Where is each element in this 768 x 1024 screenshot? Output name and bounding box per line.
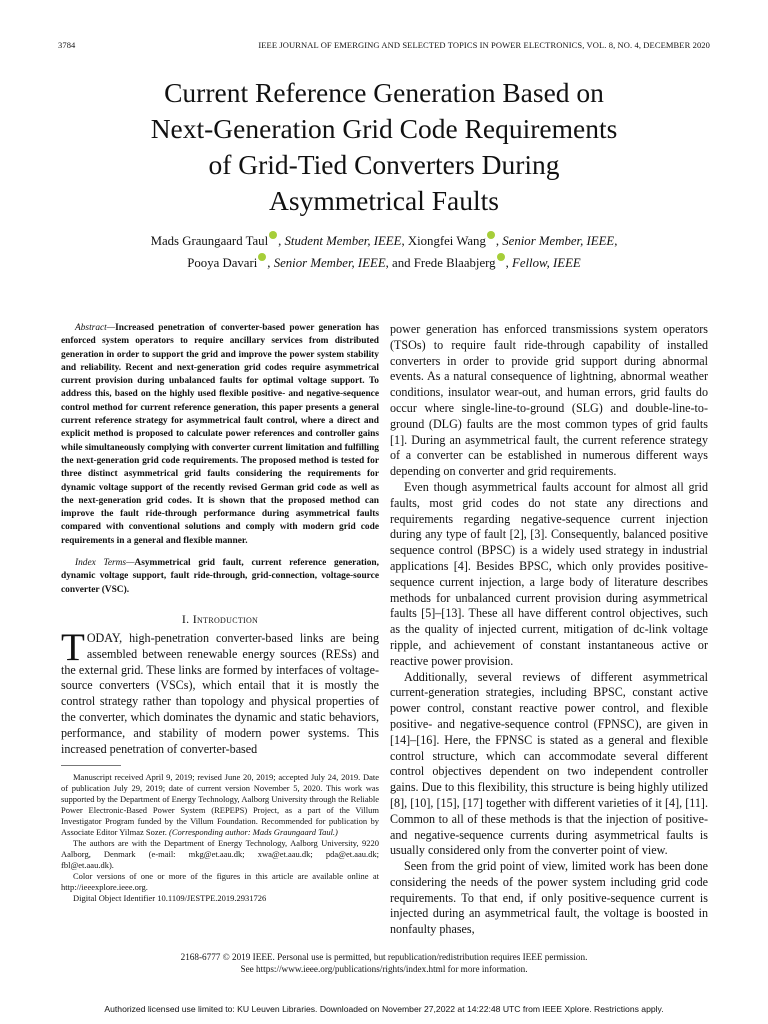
author-line-2: Pooya Davari , Senior Member, IEEE, and Frede Blaabjerg , Fellow, IEEE	[60, 252, 708, 274]
body-paragraph: Even though asymmetrical faults account for almost all grid faults, most grid codes do not state any directions and requirements regarding negative-sequence current injection during any type of fault [2], [3]. Consequently, balanced positive sequence control (BPSC) is a widely used strategy in industrial applications [4]. Besides BPSC, which only provides positive-sequence current injection, a large body of literature describes methods for unbalanced current provision during asymmetrical faults [5]–[13]. These all have different control objectives, such as the quality of injected current, mitigation of dc-link voltage ripple, and achievement of constant instantaneous active or reactive power provision.	[390, 479, 708, 668]
intro-text: ODAY, high-penetration converter-based links are being assembled between renewable energy sources (RESs) and the external grid. These links are formed by interfaces of voltage-source converters (VSCs), which entail that it is mostly the control strategy rather than topology and physical properties of the converter, which dominates the dynamic and static behaviors, performance, and stability of modern power systems. This increased penetration of converter-based	[61, 630, 379, 756]
orcid-icon[interactable]	[497, 253, 505, 261]
copyright-link-line: See https://www.ieee.org/publications/rights/index.html for more information.	[240, 964, 528, 974]
author-affiliation: Senior Member, IEEE	[273, 256, 386, 270]
body-paragraph: power generation has enforced transmissions system operators (TSOs) to require fault ride-through capability of installed converters in order to provide grid support during abnormal events. As a natural consequence of lightning, abnormal weather conditions, insulator wear-out, and human errors, grid faults do occur where single-line-to-ground (SLG) and double-line-to-ground (DLG) faults are the most common types of grid faults [1]. During an asymmetrical fault, the current reference strategy of a converter can be established in numerous different ways depending on converter and grid requirements.	[390, 322, 708, 479]
abstract	[61, 322, 379, 548]
footnote-authors: The authors are with the Department of Energy Technology, Aalborg University, 9220 Aalborg, Denmark (e-mail: mkg@et.aau.dk; xwa@et.aau.dk; pda@et.aau.dk; fbl@et.aau.dk).	[61, 838, 379, 871]
index-terms	[61, 557, 379, 597]
footnote-manuscript: Manuscript received April 9, 2019; revised June 20, 2019; accepted July 24, 2019. Date of publication July 29, 2019; date of current version November 5, 2020. This work was supported by the Department of Energy Technology, Aalborg University through the Reliable Power Electronic-Based Power System (REPEPS) Project, as a part of the Villum Investigator Program funded by the Villum Foundation. Recommended for publication by Associate Editor Yilmaz Sozer. (Corresponding author: Mads Graungaard Taul.)	[61, 772, 379, 838]
index-terms-lead: Index Terms—	[75, 558, 135, 569]
section-number: I.	[181, 611, 193, 626]
copyright-line: 2168-6777 © 2019 IEEE. Personal use is permitted, but republication/redistribution requires IEEE permission.	[180, 952, 588, 962]
copyright-notice	[60, 951, 708, 975]
left-column	[61, 322, 379, 904]
intro-paragraph	[61, 625, 379, 757]
footnote-doi: Digital Object Identifier 10.1109/JESTPE.2019.2931726	[73, 893, 267, 904]
orcid-icon[interactable]	[258, 253, 266, 261]
footnote-color-versions: Color versions of one or more of the figures in this article are available online at http://ieeexplore.ieee.org.	[61, 871, 379, 893]
abstract-text: Increased penetration of converter-based power generation has enforced system operators to require ancillary services from distributed generation in order to support the grid and improve the power system stability and reliability. Recent and next-generation grid codes require asymmetrical current provision during unbalanced faults for optimal voltage support. To address this, based on the highly used flexible positive- and negative-sequence control method for current reference generation, this paper presents a general current reference strategy for asymmetrical fault control, where a direct and explicit method is proposed to calculate power references and controller gains while simultaneously complying with converter current limitation and fulfilling the next-generation grid code requirements. The proposed method is tested for three distinct asymmetrical grid faults considering the requirements for dynamic voltage support of the recently revised German grid code as well as the next-generation grid codes. It is shown that the proposed method can improve the fault ride-through performance during asymmetrical faults compared with conventional solutions and comply with modern grid code requirements in a general and flexible manner.	[61, 323, 379, 546]
drop-cap: T	[61, 625, 85, 669]
author-name: Xiongfei Wang	[407, 234, 486, 248]
right-column	[390, 322, 708, 938]
journal-name: IEEE JOURNAL OF EMERGING AND SELECTED TOPICS IN POWER ELECTRONICS, VOL. 8, NO. 4, DECEMBER 2020	[258, 40, 710, 50]
license-notice: Authorized licensed use limited to: KU Leuven Libraries. Downloaded on November 27,2022 at 14:22:48 UTC from IEEE Xplore. Restrictions apply.	[104, 1004, 664, 1014]
author-name: Frede Blaabjerg	[413, 256, 496, 270]
abstract-lead: Abstract—	[75, 323, 116, 333]
body-paragraph: Additionally, several reviews of different asymmetrical current-generation strategies, including BPSC, constant active power control, constant reactive power control, and flexible positive- and negative-sequence control (FPNSC), are given in [14]–[16]. Here, the FPNSC is stated as a general and flexible control structure, which can accommodate several different control objectives dependent on two independent controller gains. Due to this flexibility, this structure is being highly utilized [8], [10], [15], [17] together with different varieties of it [4], [11]. Common to all of these methods is that the injection of positive- and negative-sequence currents during asymmetrical faults is usually considered only from the converter point of view.	[390, 669, 708, 858]
author-line-1: Mads Graungaard Taul , Student Member, IEEE, Xiongfei Wang , Senior Member, IEEE,	[60, 230, 708, 252]
author-affiliation: Student Member, IEEE	[284, 234, 402, 248]
paper-title	[60, 75, 708, 219]
author-affiliation: Senior Member, IEEE	[502, 234, 615, 248]
orcid-icon[interactable]	[269, 231, 277, 239]
corresponding-author: (Corresponding author: Mads Graungaard Taul.)	[169, 827, 338, 838]
title-line: of Grid-Tied Converters During	[208, 149, 560, 180]
section-heading	[61, 612, 379, 627]
section-title: Introduction	[192, 611, 259, 626]
author-list	[60, 230, 708, 274]
title-line: Asymmetrical Faults	[269, 185, 499, 216]
index-terms-text: Asymmetrical grid fault, current reference generation, dynamic voltage support, fault ride-through, grid-connection, voltage-source converter (VSC).	[61, 558, 379, 595]
author-affiliation: Fellow, IEEE	[512, 256, 581, 270]
author-name: Mads Graungaard Taul	[150, 234, 269, 248]
page-number: 3784	[58, 40, 76, 50]
footnote-divider	[61, 765, 121, 766]
body-paragraph: Seen from the grid point of view, limited work has been done considering the needs of the power system including grid code requirements. To that end, if only positive-sequence current is injected during an asymmetrical fault, the voltage is boosted in nonfaulty phases,	[390, 859, 708, 937]
author-name: Pooya Davari	[187, 256, 258, 270]
orcid-icon[interactable]	[487, 231, 495, 239]
title-line: Next-Generation Grid Code Requirements	[150, 113, 618, 144]
title-line: Current Reference Generation Based on	[164, 77, 604, 108]
